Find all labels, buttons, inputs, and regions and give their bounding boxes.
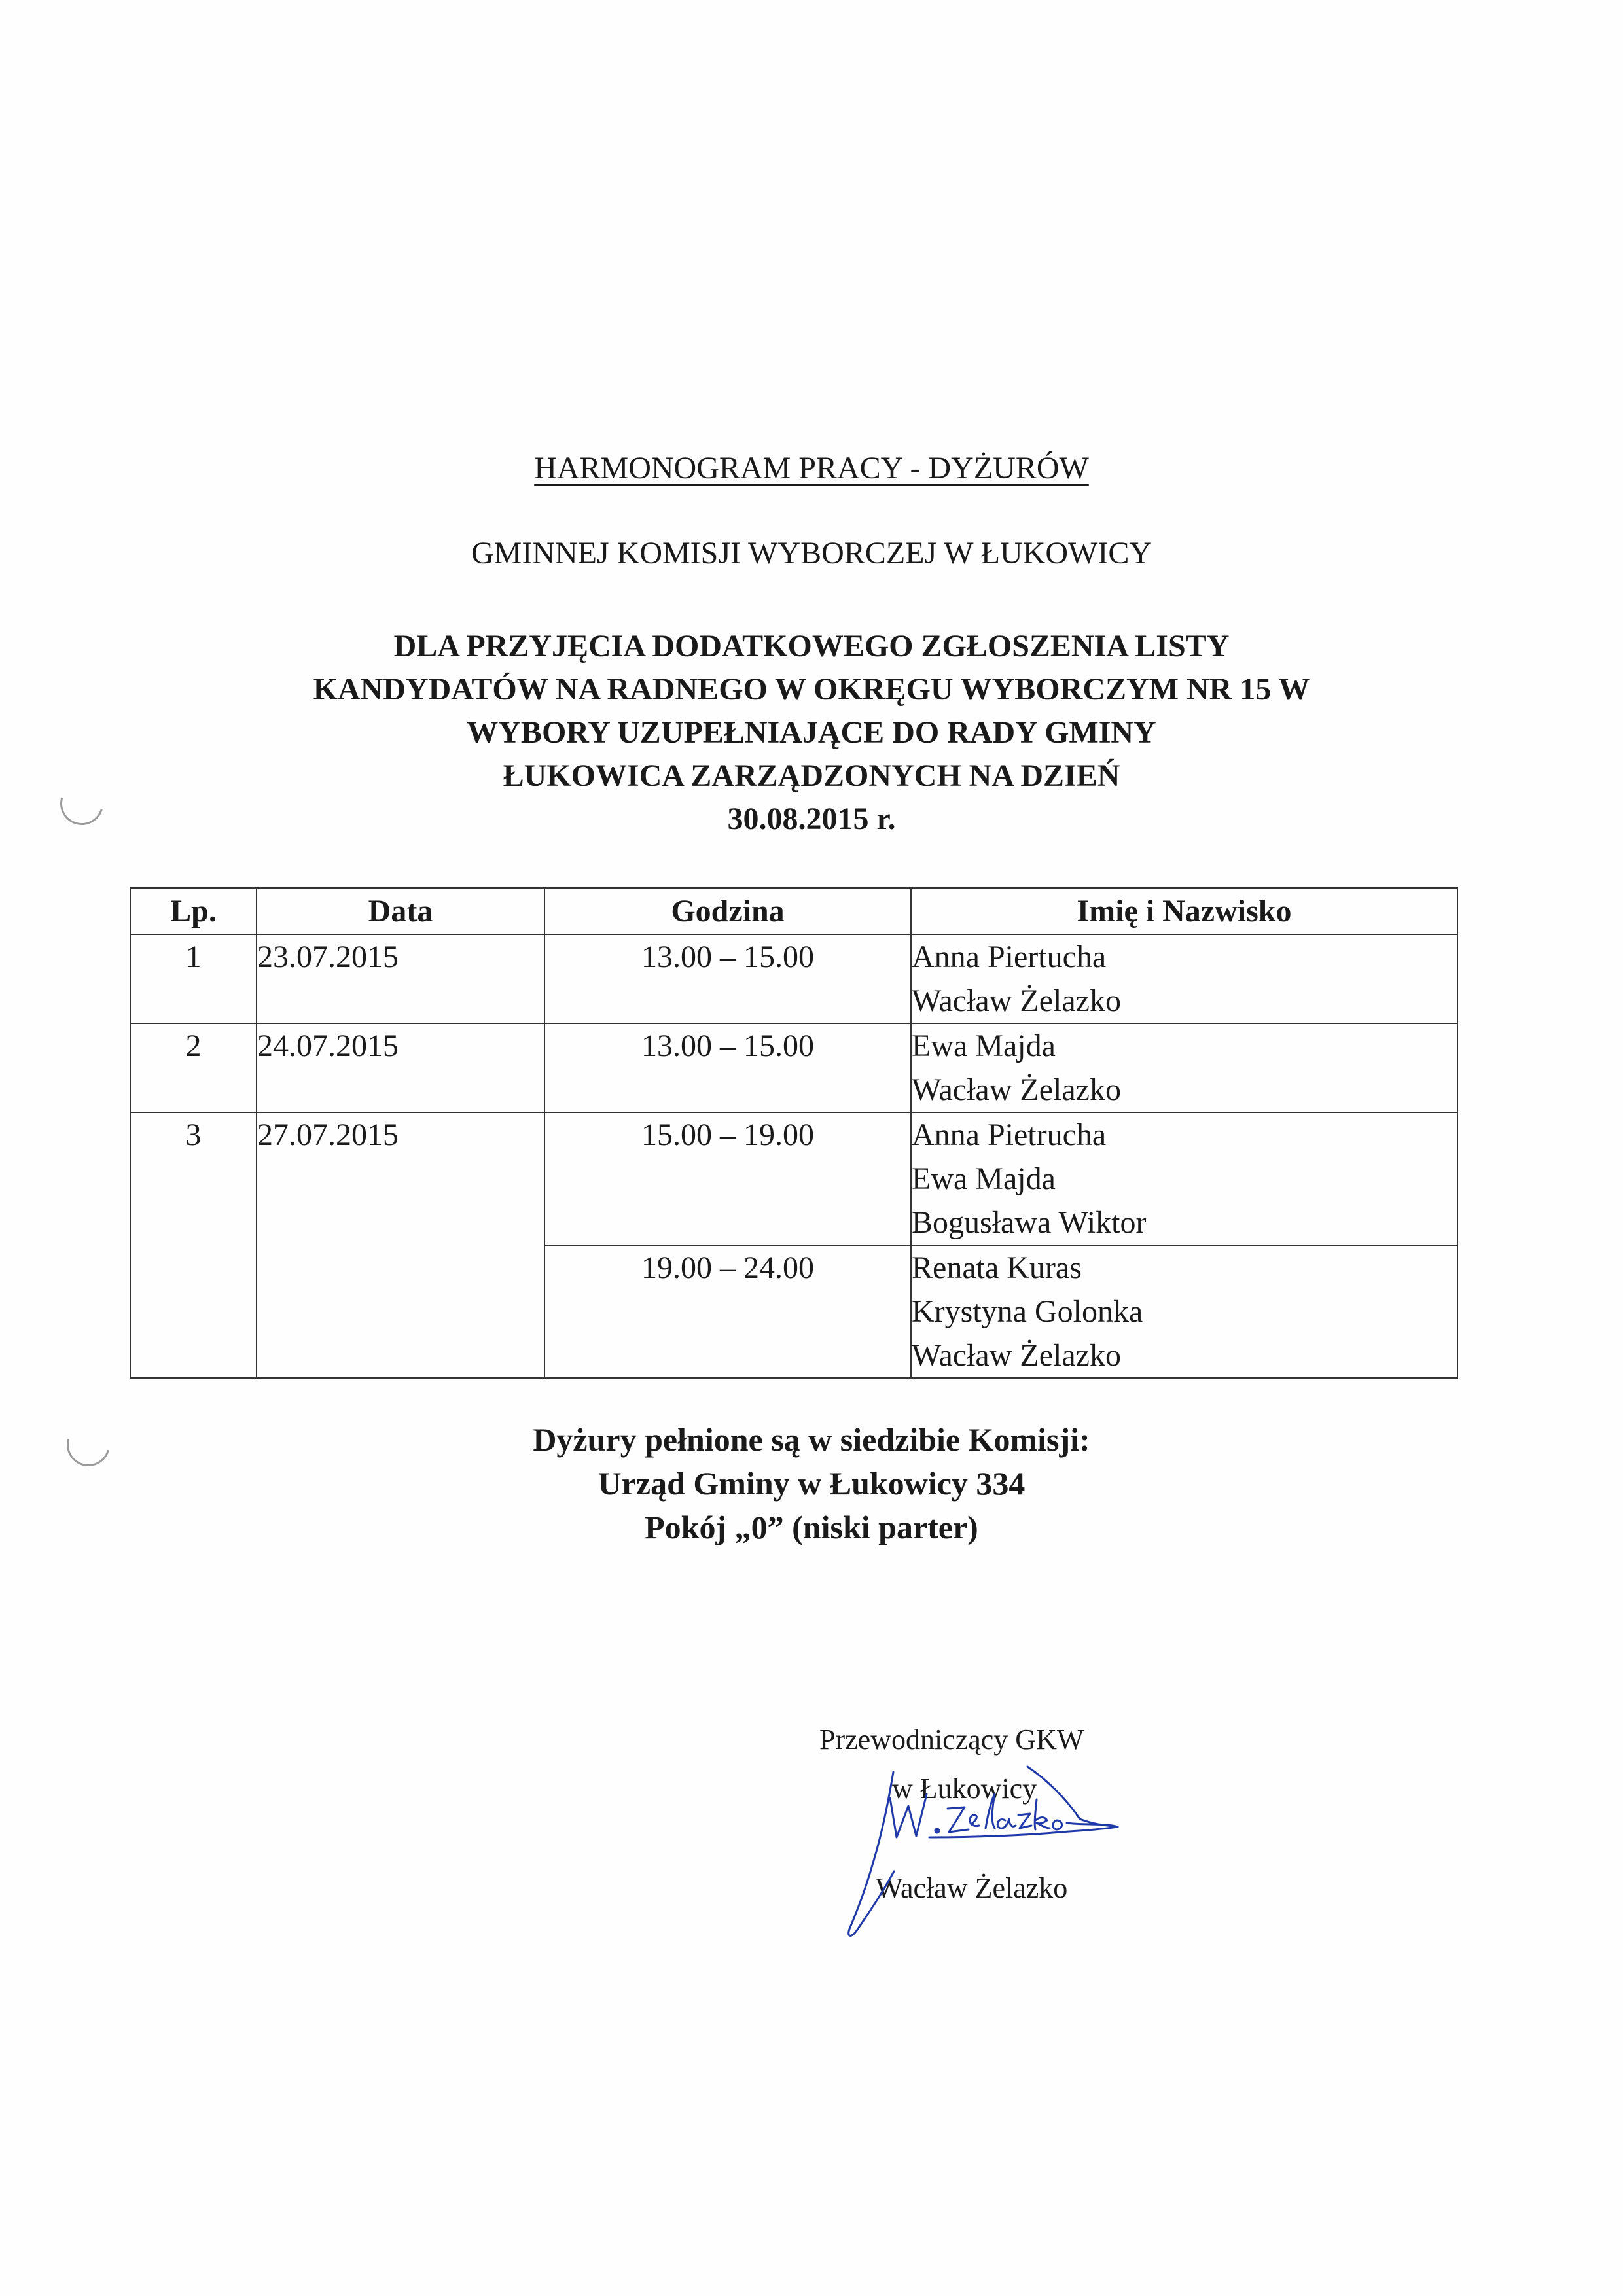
heading-line: ŁUKOWICA ZARZĄDZONYCH NA DZIEŃ bbox=[503, 758, 1120, 793]
signatory-title: Przewodniczący GKW bbox=[819, 1723, 1084, 1756]
cell-names bbox=[911, 934, 1457, 1023]
person-name: Ewa Majda bbox=[912, 1161, 1056, 1196]
person-name: Bogusława Wiktor bbox=[912, 1205, 1147, 1240]
person-name: Ewa Majda bbox=[912, 1029, 1056, 1063]
schedule-table bbox=[130, 887, 1458, 1379]
location-line: Pokój „0” (niski parter) bbox=[645, 1509, 978, 1545]
header-lp: Lp. bbox=[130, 888, 257, 934]
document-title: HARMONOGRAM PRACY - DYŻURÓW bbox=[534, 451, 1089, 486]
cell-date: 27.07.2015 bbox=[257, 1112, 544, 1378]
cell-names bbox=[911, 1245, 1457, 1378]
signatory-place: w Łukowicy bbox=[892, 1773, 1037, 1805]
cell-date: 24.07.2015 bbox=[257, 1023, 544, 1112]
handwritten-signature bbox=[831, 1760, 1119, 1950]
location-line: Urząd Gminy w Łukowicy 334 bbox=[597, 1465, 1026, 1502]
location-note bbox=[0, 1418, 1623, 1549]
cell-lp: 3 bbox=[130, 1112, 257, 1378]
person-name: Renata Kuras bbox=[912, 1250, 1082, 1285]
person-name: Wacław Żelazko bbox=[912, 1338, 1121, 1373]
cell-time: 13.00 – 15.00 bbox=[544, 1023, 911, 1112]
cell-time: 19.00 – 24.00 bbox=[544, 1245, 911, 1378]
table-row bbox=[130, 1023, 1457, 1112]
heading-line: WYBORY UZUPEŁNIAJĄCE DO RADY GMINY bbox=[467, 715, 1156, 750]
cell-time: 13.00 – 15.00 bbox=[544, 934, 911, 1023]
header-names: Imię i Nazwisko bbox=[911, 888, 1457, 934]
cell-lp: 1 bbox=[130, 934, 257, 1023]
person-name: Wacław Żelazko bbox=[912, 983, 1121, 1018]
person-name: Wacław Żelazko bbox=[912, 1072, 1121, 1107]
table-header-row bbox=[130, 888, 1457, 934]
person-name: Krystyna Golonka bbox=[912, 1294, 1143, 1329]
document-heading bbox=[0, 625, 1623, 841]
document-subtitle: GMINNEJ KOMISJI WYBORCZEJ W ŁUKOWICY bbox=[471, 536, 1152, 571]
cell-time: 15.00 – 19.00 bbox=[544, 1112, 911, 1245]
header-time: Godzina bbox=[544, 888, 911, 934]
cell-lp: 2 bbox=[130, 1023, 257, 1112]
heading-line: 30.08.2015 r. bbox=[727, 802, 896, 836]
table-row bbox=[130, 1112, 1457, 1245]
header-date: Data bbox=[257, 888, 544, 934]
cell-names bbox=[911, 1023, 1457, 1112]
person-name: Anna Pietrucha bbox=[912, 1118, 1107, 1152]
heading-line: DLA PRZYJĘCIA DODATKOWEGO ZGŁOSZENIA LISTY bbox=[393, 629, 1230, 663]
location-line: Dyżury pełnione są w siedzibie Komisji: bbox=[533, 1421, 1090, 1458]
table-row bbox=[130, 934, 1457, 1023]
cell-date: 23.07.2015 bbox=[257, 934, 544, 1023]
cell-names bbox=[911, 1112, 1457, 1245]
signatory-name: Wacław Żelazko bbox=[876, 1872, 1068, 1904]
heading-line: KANDYDATÓW NA RADNEGO W OKRĘGU WYBORCZYM NR 15 W bbox=[313, 672, 1310, 707]
person-name: Anna Piertucha bbox=[912, 940, 1107, 974]
